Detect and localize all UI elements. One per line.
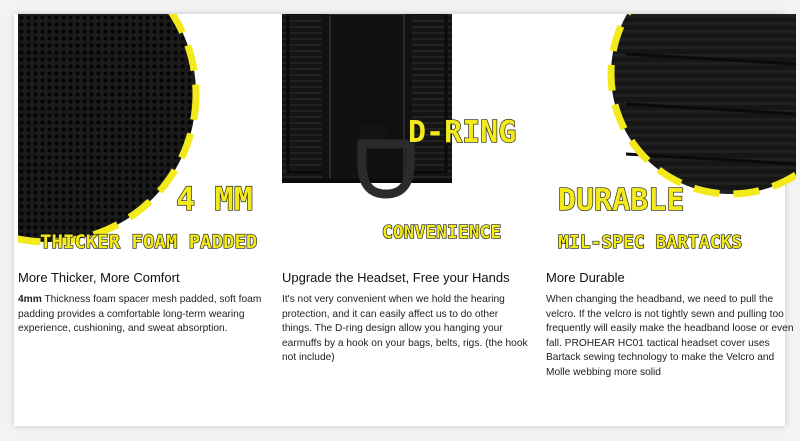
overlay-line-1: D-RING <box>408 115 517 150</box>
desc-bold: 4mm <box>18 294 42 305</box>
panel-title: More Durable <box>546 270 625 285</box>
desc-text: Thickness foam spacer mesh padded, soft foam padding provides a comfortable long-term wearing experience, cushioning, and sweat absorption. <box>18 294 262 334</box>
panel-title: More Thicker, More Comfort <box>18 270 180 285</box>
overlay-line-1: 4 MM <box>176 180 254 218</box>
panel-description: When changing the headband, we need to pull the velcro. If the velcro is not tightly sewn and pulling too frequently will easily make the headband loose or even fall. PROHEAR HC01 tactical headset cover uses Bartack sewing technology to make the Velcro and Molle webbing more solid <box>546 294 794 378</box>
feature-panel-foam <box>18 14 268 334</box>
panel-description <box>18 293 266 337</box>
foam-padding-image <box>18 14 268 266</box>
bartack-image <box>546 14 796 266</box>
panel-description: It's not very convenient when we hold the hearing protection, and it can easily affect us to do other things. The D-ring design allow you hanging your earmuffs by a hook on your bags, belts, rigs. (the hook not include) <box>282 294 528 363</box>
feature-comparison-module <box>14 14 794 426</box>
panel-title: Upgrade the Headset, Free your Hands <box>282 270 510 285</box>
overlay-line-1: DURABLE <box>558 183 685 218</box>
feature-panel-durable <box>546 14 796 378</box>
feature-panel-dring <box>282 14 532 363</box>
dring-image <box>282 14 532 266</box>
overlay-line-2: MIL-SPEC BARTACKS <box>558 232 743 253</box>
overlay-line-2: CONVENIENCE <box>382 222 502 243</box>
overlay-line-2: THICKER FOAM PADDED <box>40 231 258 253</box>
